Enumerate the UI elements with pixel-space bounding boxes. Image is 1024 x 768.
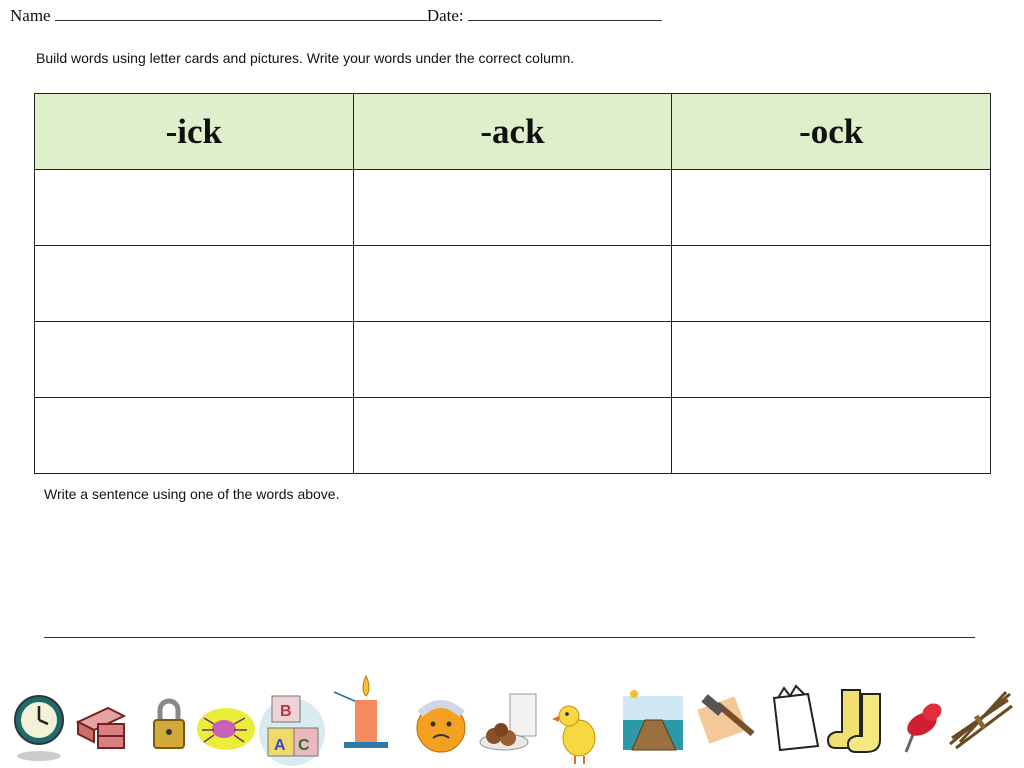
chick-icon bbox=[552, 706, 595, 764]
table-cell[interactable] bbox=[353, 322, 672, 398]
date-label: Date: bbox=[426, 6, 464, 25]
table-cell[interactable] bbox=[672, 322, 991, 398]
column-header-ack: -ack bbox=[353, 94, 672, 170]
table-cell[interactable] bbox=[672, 398, 991, 474]
name-line[interactable] bbox=[55, 6, 427, 21]
table-cell[interactable] bbox=[35, 246, 354, 322]
wick-icon bbox=[334, 676, 388, 748]
name-label: Name bbox=[10, 6, 51, 25]
table-cell[interactable] bbox=[353, 170, 672, 246]
bricks-icon bbox=[78, 708, 124, 748]
column-header-ick: -ick bbox=[35, 94, 354, 170]
column-header-ock: -ock bbox=[672, 94, 991, 170]
tick-icon bbox=[197, 708, 255, 750]
table-row bbox=[35, 246, 991, 322]
table-cell[interactable] bbox=[672, 170, 991, 246]
lock-icon bbox=[154, 701, 184, 748]
table-cell[interactable] bbox=[353, 398, 672, 474]
block-icon bbox=[259, 696, 325, 766]
word-sort-table bbox=[34, 93, 991, 474]
socks-icon bbox=[828, 690, 880, 752]
snack-icon bbox=[480, 694, 536, 750]
sentence-prompt: Write a sentence using one of the words above. bbox=[44, 486, 340, 502]
table-row bbox=[35, 322, 991, 398]
name-date-header bbox=[10, 6, 662, 26]
sentence-write-line[interactable] bbox=[44, 637, 975, 638]
table-cell[interactable] bbox=[35, 322, 354, 398]
table-cell[interactable] bbox=[35, 170, 354, 246]
table-row bbox=[35, 398, 991, 474]
dock-icon bbox=[623, 690, 683, 750]
svg-text:C: C bbox=[298, 737, 310, 754]
sack-icon bbox=[774, 686, 818, 750]
clock-icon bbox=[15, 696, 63, 761]
svg-text:A: A bbox=[274, 737, 286, 754]
sick-icon bbox=[417, 704, 465, 752]
table-cell[interactable] bbox=[35, 398, 354, 474]
tack-icon bbox=[903, 700, 945, 752]
instructions: Build words using letter cards and pictures. Write your words under the correct column. bbox=[36, 50, 575, 66]
hammer-icon bbox=[697, 694, 754, 744]
date-line[interactable] bbox=[468, 6, 662, 21]
table-cell[interactable] bbox=[353, 246, 672, 322]
picture-strip bbox=[0, 672, 1024, 768]
svg-text:B: B bbox=[280, 703, 292, 720]
table-cell[interactable] bbox=[672, 246, 991, 322]
table-row bbox=[35, 170, 991, 246]
sticks-icon bbox=[950, 692, 1012, 748]
